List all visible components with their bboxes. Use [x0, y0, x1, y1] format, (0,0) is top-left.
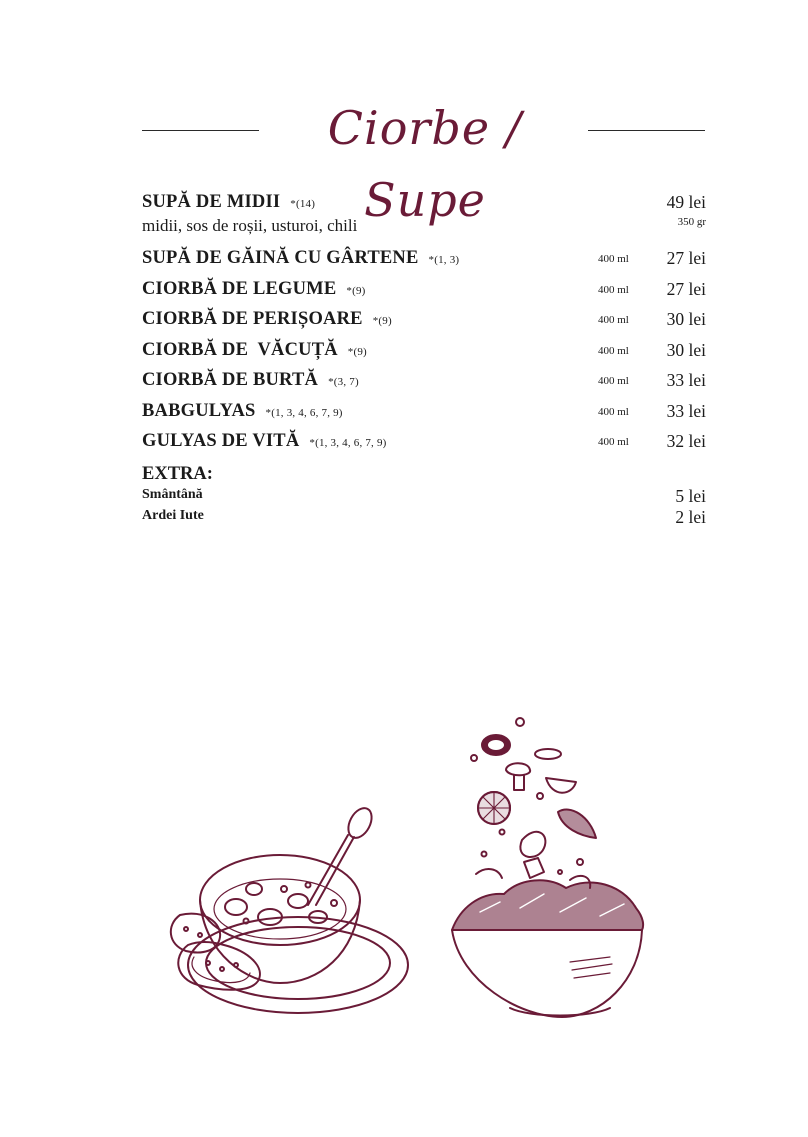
item-name: GULYAS DE VITĂ *(1, 3, 4, 6, 7, 9)	[142, 431, 387, 451]
item-name: CIORBĂ DE LEGUME *(9)	[142, 278, 366, 299]
menu-item	[142, 248, 706, 279]
item-name: CIORBĂ DE VĂCUȚĂ *(9)	[142, 339, 367, 360]
item-price: 33 lei	[666, 370, 706, 390]
soup-bowl-icon	[158, 805, 418, 1025]
menu-item	[142, 192, 706, 242]
item-allergens: *(1, 3, 4, 6, 7, 9)	[309, 437, 387, 449]
menu-item	[142, 370, 706, 401]
item-allergens: *(9)	[372, 315, 392, 327]
extra-section	[142, 464, 706, 528]
item-quantity: 400 ml	[598, 314, 629, 326]
extra-item	[142, 507, 706, 528]
item-name: CIORBĂ DE BURTĂ *(3, 7)	[142, 370, 359, 390]
item-price: 30 lei	[666, 309, 706, 329]
item-price: 32 lei	[666, 431, 706, 451]
item-allergens: *(3, 7)	[328, 376, 359, 388]
menu-item	[142, 431, 706, 462]
item-name: CIORBĂ DE PERIȘOARE *(9)	[142, 309, 392, 329]
item-price: 33 lei	[666, 400, 706, 421]
extra-heading: EXTRA:	[142, 464, 213, 484]
item-name: SUPĂ DE MIDII *(14)	[142, 192, 316, 212]
title-rule-right	[588, 130, 705, 131]
item-price: 27 lei	[666, 248, 706, 268]
item-quantity: 400 ml	[598, 283, 629, 296]
extra-item-price: 2 lei	[675, 507, 706, 527]
item-allergens: *(1, 3, 4, 6, 7, 9)	[265, 406, 343, 419]
menu-item	[142, 401, 706, 432]
item-quantity: 400 ml	[598, 436, 629, 448]
item-allergens: *(9)	[347, 345, 367, 358]
item-quantity: 400 ml	[598, 344, 629, 357]
menu-item	[142, 340, 706, 371]
title-rule-left	[142, 130, 259, 131]
extra-item-name: Ardei Iute	[142, 508, 204, 523]
item-allergens: *(1, 3)	[428, 254, 460, 266]
item-quantity: 400 ml	[598, 405, 629, 418]
salad-bowl-icon	[440, 712, 655, 1027]
item-quantity: 400 ml	[598, 375, 629, 387]
extra-item-name: Smântână	[142, 487, 203, 502]
item-allergens: *(9)	[346, 284, 366, 297]
item-name: SUPĂ DE GĂINĂ CU GÂRTENE *(1, 3)	[142, 248, 460, 268]
item-description: midii, sos de roșii, usturoi, chili	[142, 216, 358, 235]
extra-item	[142, 486, 706, 507]
item-name: BABGULYAS *(1, 3, 4, 6, 7, 9)	[142, 400, 343, 421]
page-title: Ciorbe / Supe	[327, 101, 523, 227]
item-price: 27 lei	[666, 278, 706, 299]
menu-item	[142, 279, 706, 310]
menu-item	[142, 309, 706, 340]
item-weight: 350 gr	[677, 216, 706, 228]
item-price: 30 lei	[666, 339, 706, 360]
item-price: 49 lei	[666, 192, 706, 212]
menu-list	[142, 192, 706, 462]
item-allergens: *(14)	[290, 198, 316, 210]
extra-item-price: 5 lei	[675, 486, 706, 506]
item-quantity: 400 ml	[598, 253, 629, 265]
